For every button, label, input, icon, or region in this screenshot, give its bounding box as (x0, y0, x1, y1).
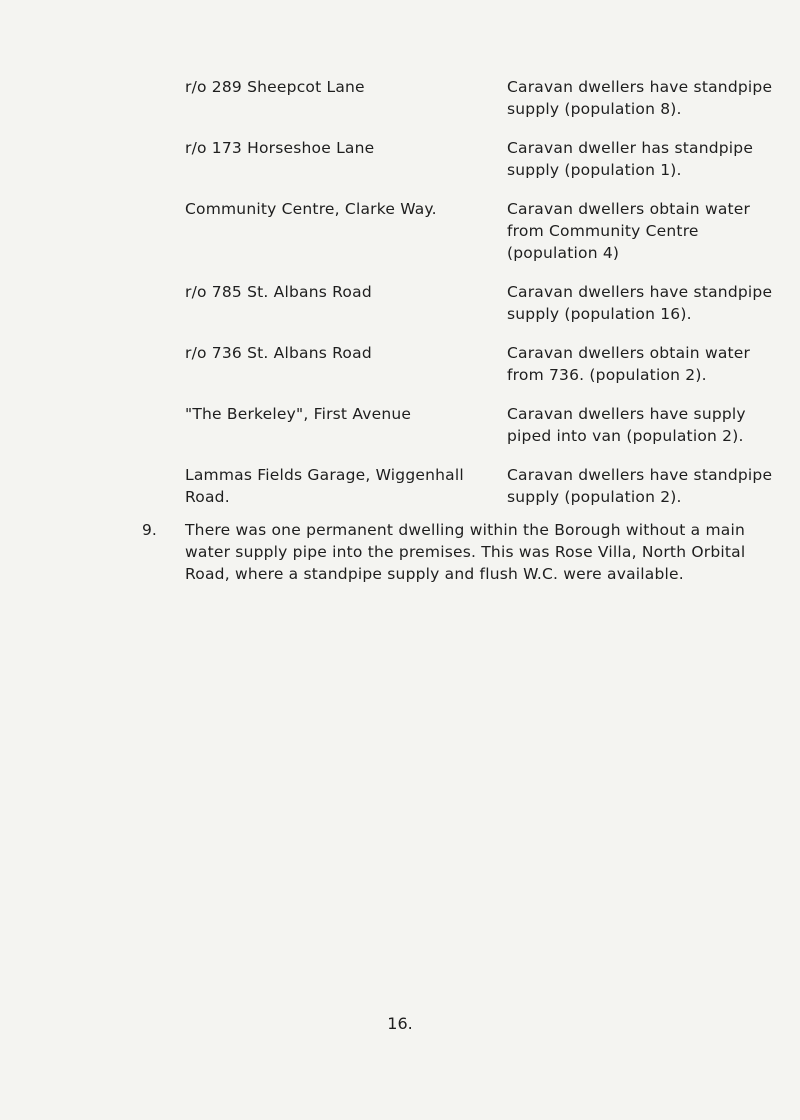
list-item (185, 342, 775, 386)
site-location: Lammas Fields Garage, Wiggenhall Road. (185, 466, 464, 506)
list-item (185, 403, 775, 447)
site-description: Caravan dwellers have standpipe supply (population 16). (507, 283, 773, 323)
site-location: r/o 736 St. Albans Road (185, 344, 372, 362)
site-description: Caravan dwellers have supply piped into van (population 2). (507, 405, 746, 445)
site-description: Caravan dwellers have standpipe supply (population 2). (507, 466, 773, 506)
site-description: Caravan dweller has standpipe supply (population 1). (507, 139, 754, 179)
list-item (185, 464, 775, 508)
numbered-paragraph (142, 519, 782, 585)
site-description: Caravan dwellers obtain water from 736. (population 2). (507, 344, 751, 384)
list-item (185, 76, 775, 120)
site-location: Community Centre, Clarke Way. (185, 200, 437, 218)
list-item (185, 198, 775, 264)
page-number: 16. (387, 1014, 413, 1033)
site-description: Caravan dwellers have standpipe supply (population 8). (507, 78, 773, 118)
site-location: r/o 785 St. Albans Road (185, 283, 372, 301)
list-item (185, 137, 775, 181)
caravan-sites-list (185, 76, 775, 508)
paragraph-text: There was one permanent dwelling within the Borough without a main water supply pipe into the premises. This was Rose Villa, North Orbital Road, where a standpipe supply and flush W.C. were available. (185, 521, 746, 583)
site-location: "The Berkeley", First Avenue (185, 405, 412, 423)
paragraph-number: 9. (142, 521, 157, 539)
list-item (185, 281, 775, 325)
site-location: r/o 173 Horseshoe Lane (185, 139, 375, 157)
site-location: r/o 289 Sheepcot Lane (185, 78, 365, 96)
site-description: Caravan dwellers obtain water from Community Centre (population 4) (507, 200, 751, 262)
